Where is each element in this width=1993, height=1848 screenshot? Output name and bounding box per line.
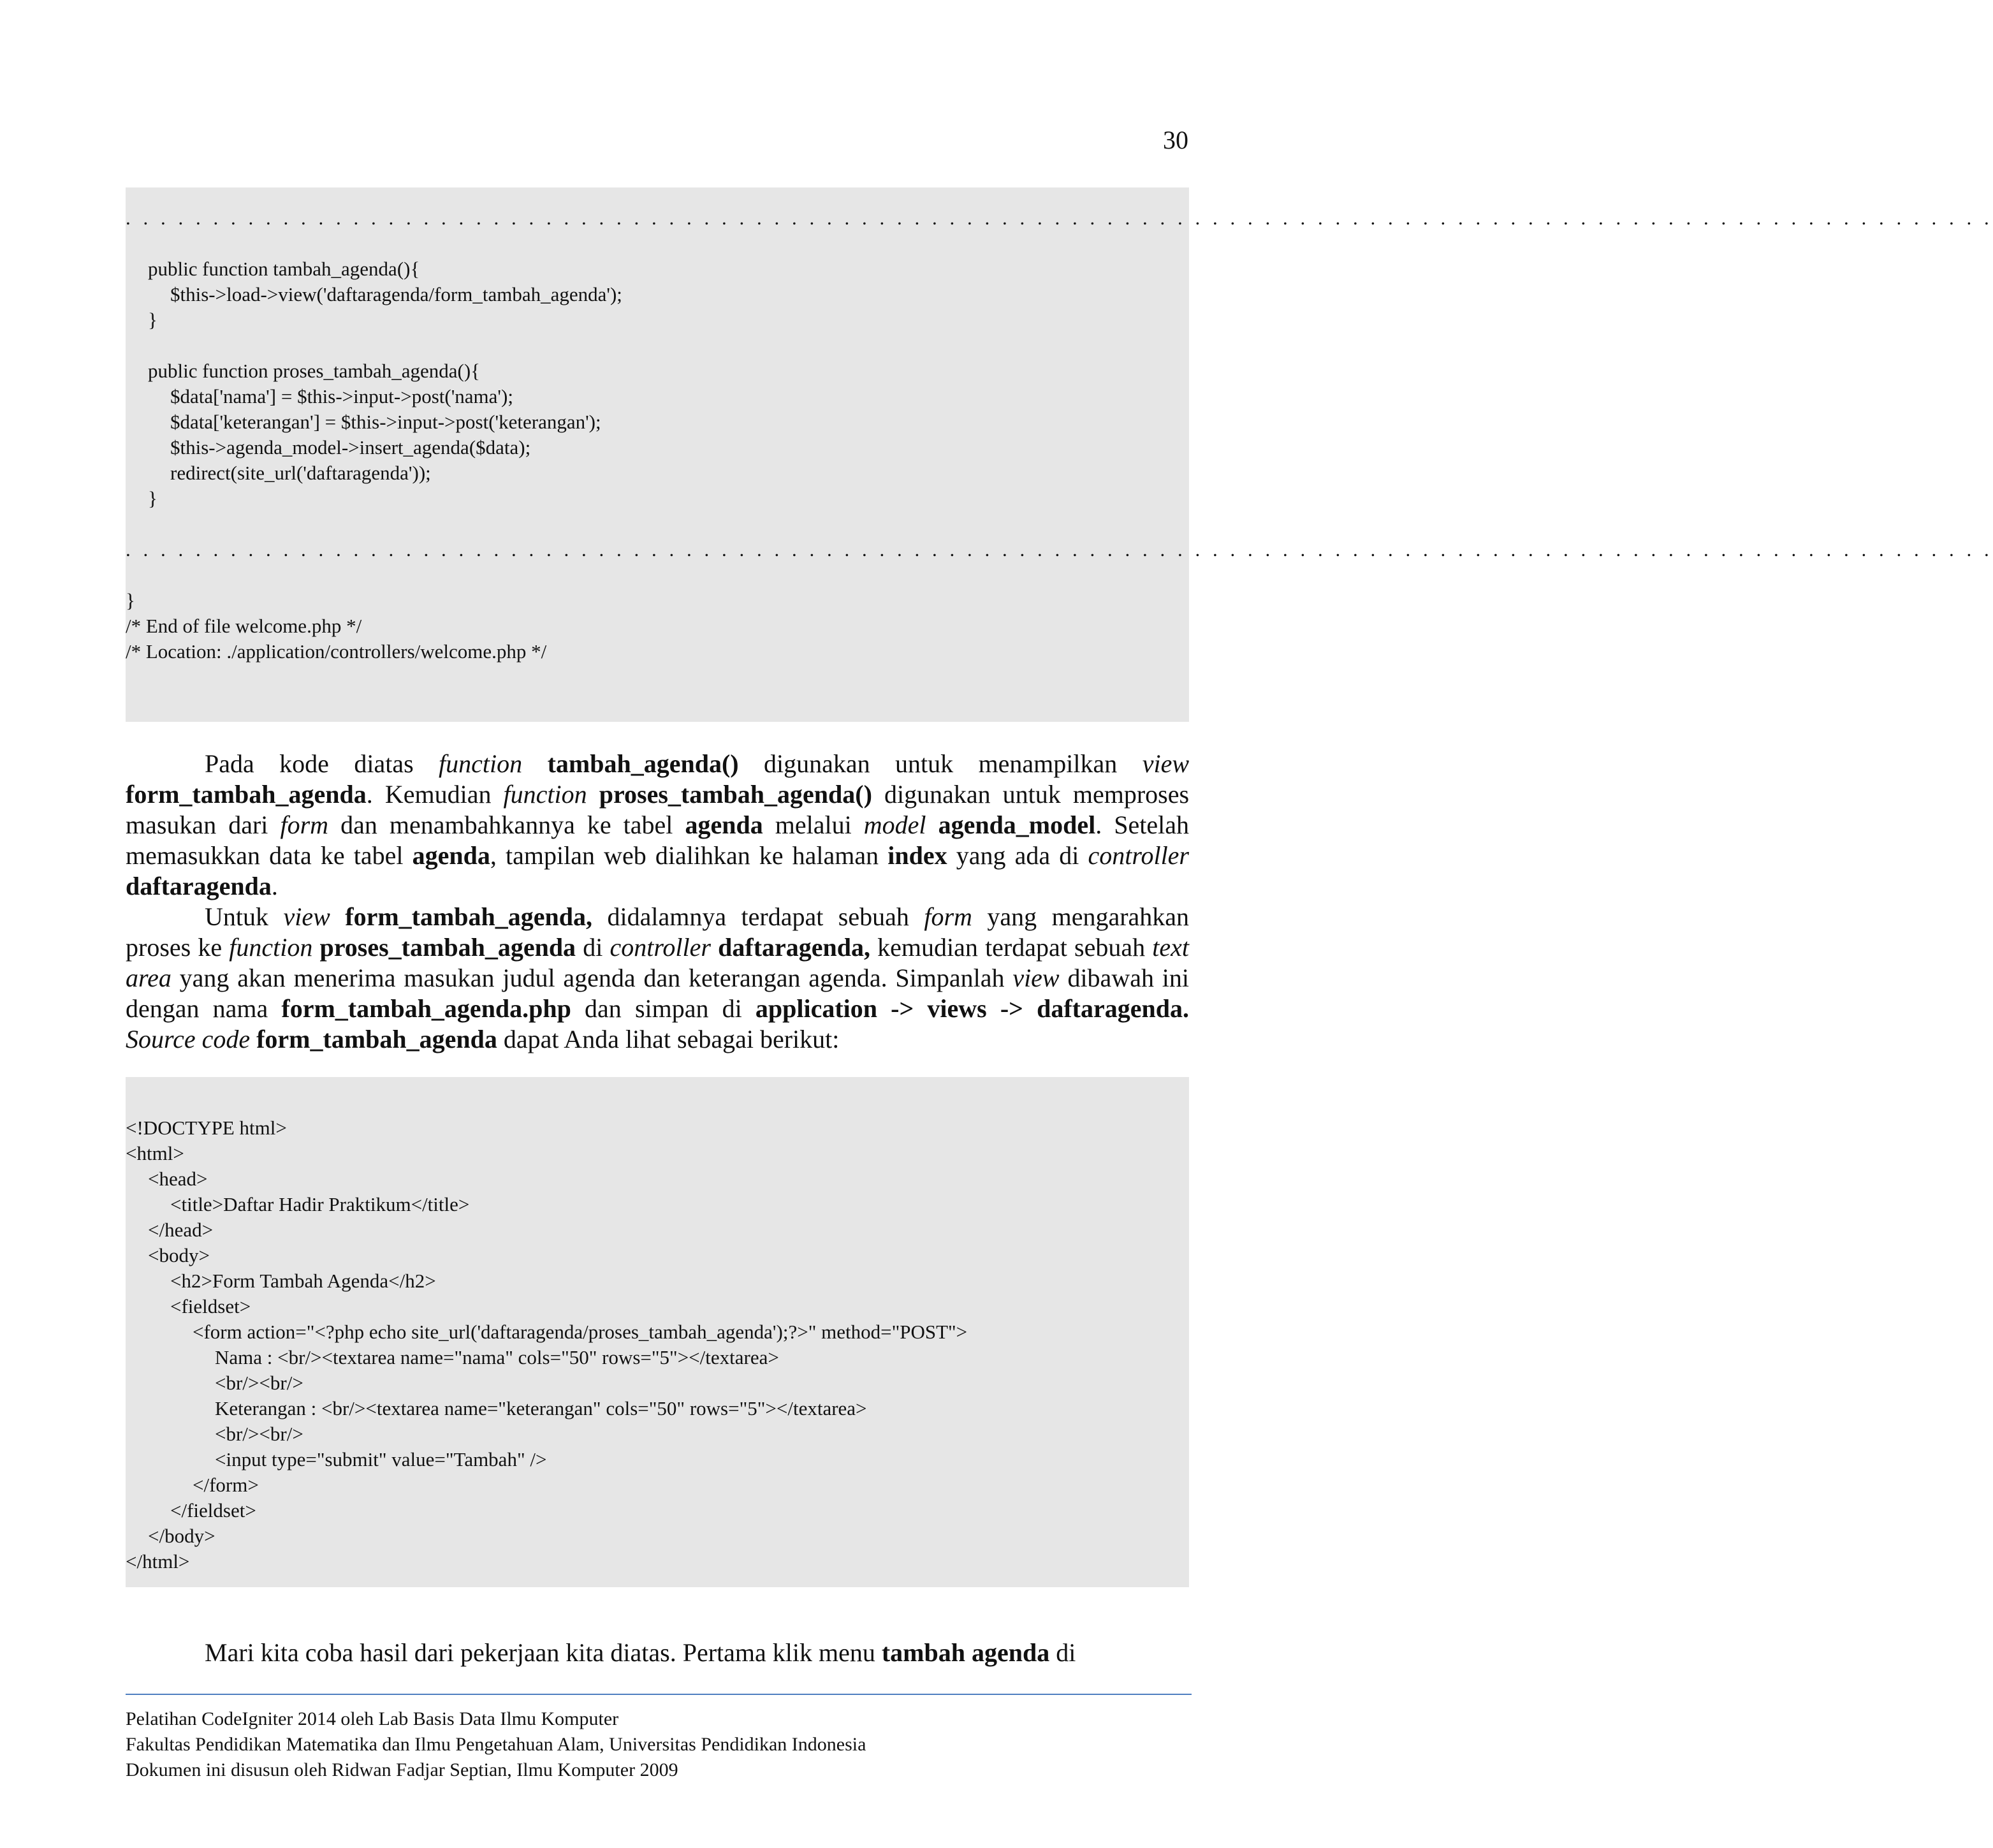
code-line: } (148, 309, 157, 331)
bold-term: proses_tambah_agenda (319, 933, 576, 962)
text-run: . Kemudian (366, 780, 504, 809)
bold-term: daftaragenda (126, 872, 272, 900)
code-line: </head> (148, 1219, 214, 1241)
code-line: <h2>Form Tambah Agenda</h2> (170, 1270, 436, 1292)
text-run: yang akan menerima masukan judul agenda dan keterangan agenda. Simpanlah (171, 964, 1013, 992)
footer-line: Dokumen ini disusun oleh Ridwan Fadjar Septian, Ilmu Komputer 2009 (126, 1759, 678, 1780)
text-run: dapat Anda lihat sebagai berikut: (497, 1025, 840, 1053)
code-line: <!DOCTYPE html> (126, 1117, 287, 1139)
code-line (126, 231, 1189, 256)
code-line: </form> (193, 1474, 259, 1496)
text-run: kemudian terdapat sebuah (870, 933, 1153, 962)
code-line: <input type="submit" value="Tambah" /> (215, 1448, 547, 1470)
bold-term: application -> views -> daftaragenda. (755, 994, 1189, 1023)
code-line: public function tambah_agenda(){ (148, 258, 420, 280)
italic-term: view (1012, 964, 1060, 992)
text-run: dan menambahkannya ke tabel (328, 810, 685, 839)
italic-term: form (280, 810, 329, 839)
italic-term: function (439, 749, 523, 778)
code-line: </body> (148, 1525, 215, 1547)
code-line: . . . . . . . . . . . . . . . . . . . . . . . . . . . . . . . . . . . . . . . . . . . . . . . . . . . . . . . . . . . . . . . . . . . . . . . . . . . . . . . . . . . . . . . . . . . . . . . . . . . . . . . . . . . (126, 207, 1993, 229)
text-run: yang ada di (947, 841, 1088, 870)
code-line: } (126, 589, 135, 612)
code-line: $this->load->view('daftaragenda/form_tambah_agenda'); (170, 283, 622, 305)
code-line: $data['nama'] = $this->input->post('nama'); (170, 385, 513, 407)
bold-term: tambah_agenda() (547, 749, 739, 778)
code-line: <body> (148, 1244, 210, 1266)
code-line: <form action="<?php echo site_url('daftaragenda/proses_tambah_agenda');?>" method="POST"> (193, 1321, 968, 1343)
code-block-view (126, 1077, 1189, 1587)
code-line: Nama : <br/><textarea name="nama" cols="50" rows="5"></textarea> (215, 1346, 779, 1368)
bold-term: form_tambah_agenda.php (281, 994, 571, 1023)
page-number: 30 (1163, 126, 1188, 154)
code-block-controller (126, 187, 1993, 722)
footer-line: Fakultas Pendidikan Matematika dan Ilmu Pengetahuan Alam, Universitas Pendidikan Indonesia (126, 1734, 866, 1755)
italic-term: controller (610, 933, 711, 962)
code-line: </fieldset> (170, 1499, 256, 1522)
text-run: , tampilan web dialihkan ke halaman (490, 841, 888, 870)
code-line (126, 511, 1189, 537)
bold-term: form_tambah_agenda, (345, 902, 593, 931)
code-line: $this->agenda_model->insert_agenda($data); (170, 436, 531, 458)
text-run: didalamnya terdapat sebuah (592, 902, 924, 931)
bold-term: form_tambah_agenda (256, 1025, 497, 1053)
code-line: <title>Daftar Hadir Praktikum</title> (170, 1193, 470, 1215)
text-run: di (576, 933, 610, 962)
code-line: <fieldset> (170, 1295, 251, 1317)
italic-term: form (924, 902, 972, 931)
text-run: Untuk (205, 902, 284, 931)
bold-term: agenda (412, 841, 490, 870)
code-line: Keterangan : <br/><textarea name="keterangan" cols="50" rows="5"></textarea> (215, 1397, 867, 1419)
code-line: <html> (126, 1142, 184, 1164)
bold-term: daftaragenda, (718, 933, 871, 962)
text-run: Pada kode diatas (205, 749, 439, 778)
bold-term: index (887, 841, 947, 870)
bold-term: agenda (685, 810, 763, 839)
code-line (126, 1090, 1189, 1115)
italic-term: controller (1088, 841, 1189, 870)
text-run: yang mengarahkan proses ke (126, 902, 1190, 962)
code-line: </html> (126, 1550, 190, 1573)
italic-term: Source code (126, 1025, 251, 1053)
code-line: /* Location: ./application/controllers/welcome.php */ (126, 640, 547, 663)
text-run: dan simpan di (571, 994, 756, 1023)
text-run: di (1049, 1638, 1076, 1667)
text-run (926, 810, 938, 839)
body-text-section (126, 749, 1189, 1055)
text-run (587, 780, 599, 809)
footer-line: Pelatihan CodeIgniter 2014 oleh Lab Basis Data Ilmu Komputer (126, 1708, 619, 1729)
code-line: redirect(site_url('daftaragenda')); (170, 462, 431, 484)
bold-term: agenda_model (938, 810, 1096, 839)
code-line: <head> (148, 1168, 208, 1190)
code-line (126, 562, 1189, 588)
italic-term: model (863, 810, 926, 839)
text-run: digunakan untuk memproses masukan dari (126, 780, 1190, 839)
body-text-continuation (126, 1638, 1189, 1668)
text-run: . (271, 872, 278, 900)
paragraph-view-description (126, 902, 1189, 1055)
code-line: <br/><br/> (215, 1423, 303, 1445)
paragraph-function-description (126, 749, 1189, 902)
text-run (522, 749, 547, 778)
code-line: } (148, 487, 157, 510)
code-line: /* End of file welcome.php */ (126, 615, 362, 637)
code-line: . . . . . . . . . . . . . . . . . . . . . . . . . . . . . . . . . . . . . . . . . . . . . . . . . . . . . . . . . . . . . . . . . . . . . . . . . . . . . . . . . . . . . . . . . . . . . . . . . . . . . . . . . . . (126, 538, 1993, 561)
text-run (250, 1025, 256, 1053)
footer (126, 1706, 866, 1783)
text-run: . Setelah memasukkan data ke tabel (126, 810, 1190, 870)
bold-term: form_tambah_agenda (126, 780, 367, 809)
text-run: melalui (763, 810, 864, 839)
text-run: digunakan untuk menampilkan (738, 749, 1143, 778)
code-line (126, 333, 1189, 358)
italic-term: view (1142, 749, 1190, 778)
bold-term: proses_tambah_agenda() (599, 780, 872, 809)
text-run (711, 933, 718, 962)
text-run: dibawah ini dengan nama (126, 964, 1190, 1023)
paragraph-try-result (126, 1638, 1189, 1668)
code-line: <br/><br/> (215, 1372, 303, 1394)
code-line: $data['keterangan'] = $this->input->post('keterangan'); (170, 411, 601, 433)
text-run (330, 902, 345, 931)
italic-term: text area (126, 933, 1189, 992)
bold-term: tambah agenda (881, 1638, 1050, 1667)
code-line: public function proses_tambah_agenda(){ (148, 360, 481, 382)
footer-divider (126, 1694, 1192, 1695)
italic-term: function (503, 780, 587, 809)
text-run (312, 933, 319, 962)
text-run: Mari kita coba hasil dari pekerjaan kita diatas. Pertama klik menu (205, 1638, 882, 1667)
italic-term: view (283, 902, 330, 931)
italic-term: function (229, 933, 313, 962)
